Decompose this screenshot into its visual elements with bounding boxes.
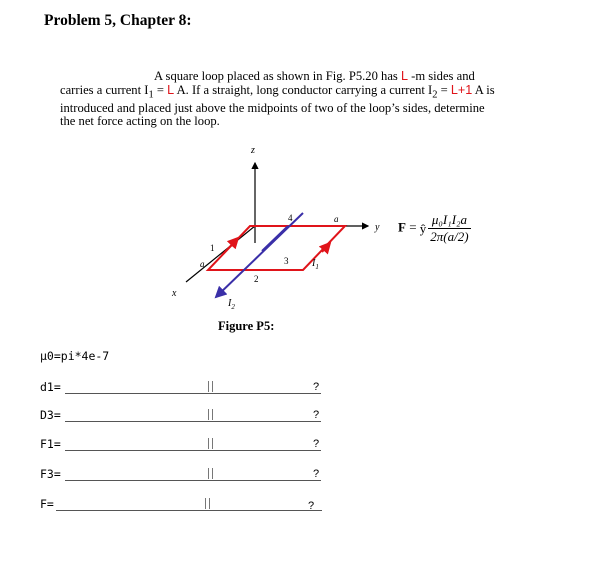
F3-result-input[interactable] [225, 467, 321, 481]
subscript: 1 [148, 89, 154, 101]
equals-sign [208, 468, 213, 479]
current-I2-label: $I_2$ [228, 298, 235, 311]
D3-expression-input[interactable] [65, 408, 240, 422]
equals-sign [205, 498, 210, 509]
answer-label: F1= [40, 437, 61, 451]
side-2-label: 2 [254, 274, 259, 284]
answer-status: ? [313, 438, 320, 450]
x-axis-label: x [172, 288, 177, 299]
answer-status: ? [313, 409, 320, 421]
equals-sign [208, 409, 213, 420]
F3-expression-input[interactable] [65, 467, 240, 481]
answer-status: ? [313, 381, 320, 393]
statement-text: A is [472, 82, 495, 97]
variable-L-plus-1: L+1 [450, 82, 473, 97]
side-1-label: 1 [210, 243, 215, 253]
x-axis [186, 226, 255, 282]
formula-fraction [428, 212, 470, 245]
statement-text: -m sides and [407, 69, 475, 83]
current-I1-label: $I_1$ [312, 258, 319, 271]
side-4-label: 4 [288, 213, 293, 223]
equals-sign [208, 381, 213, 392]
answer-label: F= [40, 497, 54, 511]
subscript: 2 [432, 89, 438, 101]
answer-status: ? [308, 500, 315, 512]
formula-eq: = [405, 219, 420, 235]
z-axis-label: z [251, 145, 255, 156]
side-length-label: a [200, 259, 205, 269]
statement-text: A. If a straight, long conductor carrying a current I [174, 82, 433, 97]
answer-label: D3= [40, 408, 61, 422]
statement-line-3: introduced and placed just above the midpoints of two of the loop’s sides, determine [60, 100, 485, 115]
answer-status: ? [313, 468, 320, 480]
statement-line-4: the net force acting on the loop. [60, 114, 220, 129]
statement-text: = [437, 82, 451, 97]
statement-text: = [153, 82, 168, 97]
figure-caption: Figure P5: [218, 319, 275, 333]
side-length-label: a [334, 214, 339, 224]
y-axis-label: y [375, 222, 380, 233]
statement-text: carries a current I [60, 82, 149, 97]
F1-result-input[interactable] [225, 437, 321, 451]
D3-result-input[interactable] [225, 408, 321, 422]
variable-L: L [167, 82, 175, 97]
variable-L: L [400, 69, 408, 83]
statement-text: A square loop placed as shown in Fig. P5.20 has [154, 69, 401, 83]
formula-unit-vector: ŷ [419, 220, 427, 236]
wire-I2-middle [262, 226, 288, 251]
answer-label: F3= [40, 467, 61, 481]
F-result-input[interactable] [215, 497, 322, 511]
formula-denominator: 2π(a/2) [430, 229, 469, 244]
mu0-definition: μ0=pi*4e-7 [40, 349, 110, 363]
F1-expression-input[interactable] [65, 437, 240, 451]
d1-expression-input[interactable] [65, 380, 240, 394]
force-formula [398, 212, 471, 245]
side-3-label: 3 [284, 256, 289, 266]
answer-label: d1= [40, 380, 61, 394]
problem-title: Problem 5, Chapter 8: [44, 12, 192, 29]
formula-numerator: μ₀I₁I₂a [428, 212, 470, 229]
loop-current-arrow [222, 238, 238, 255]
formula-lhs: F [398, 219, 406, 235]
equals-sign [208, 438, 213, 449]
d1-result-input[interactable] [225, 380, 321, 394]
